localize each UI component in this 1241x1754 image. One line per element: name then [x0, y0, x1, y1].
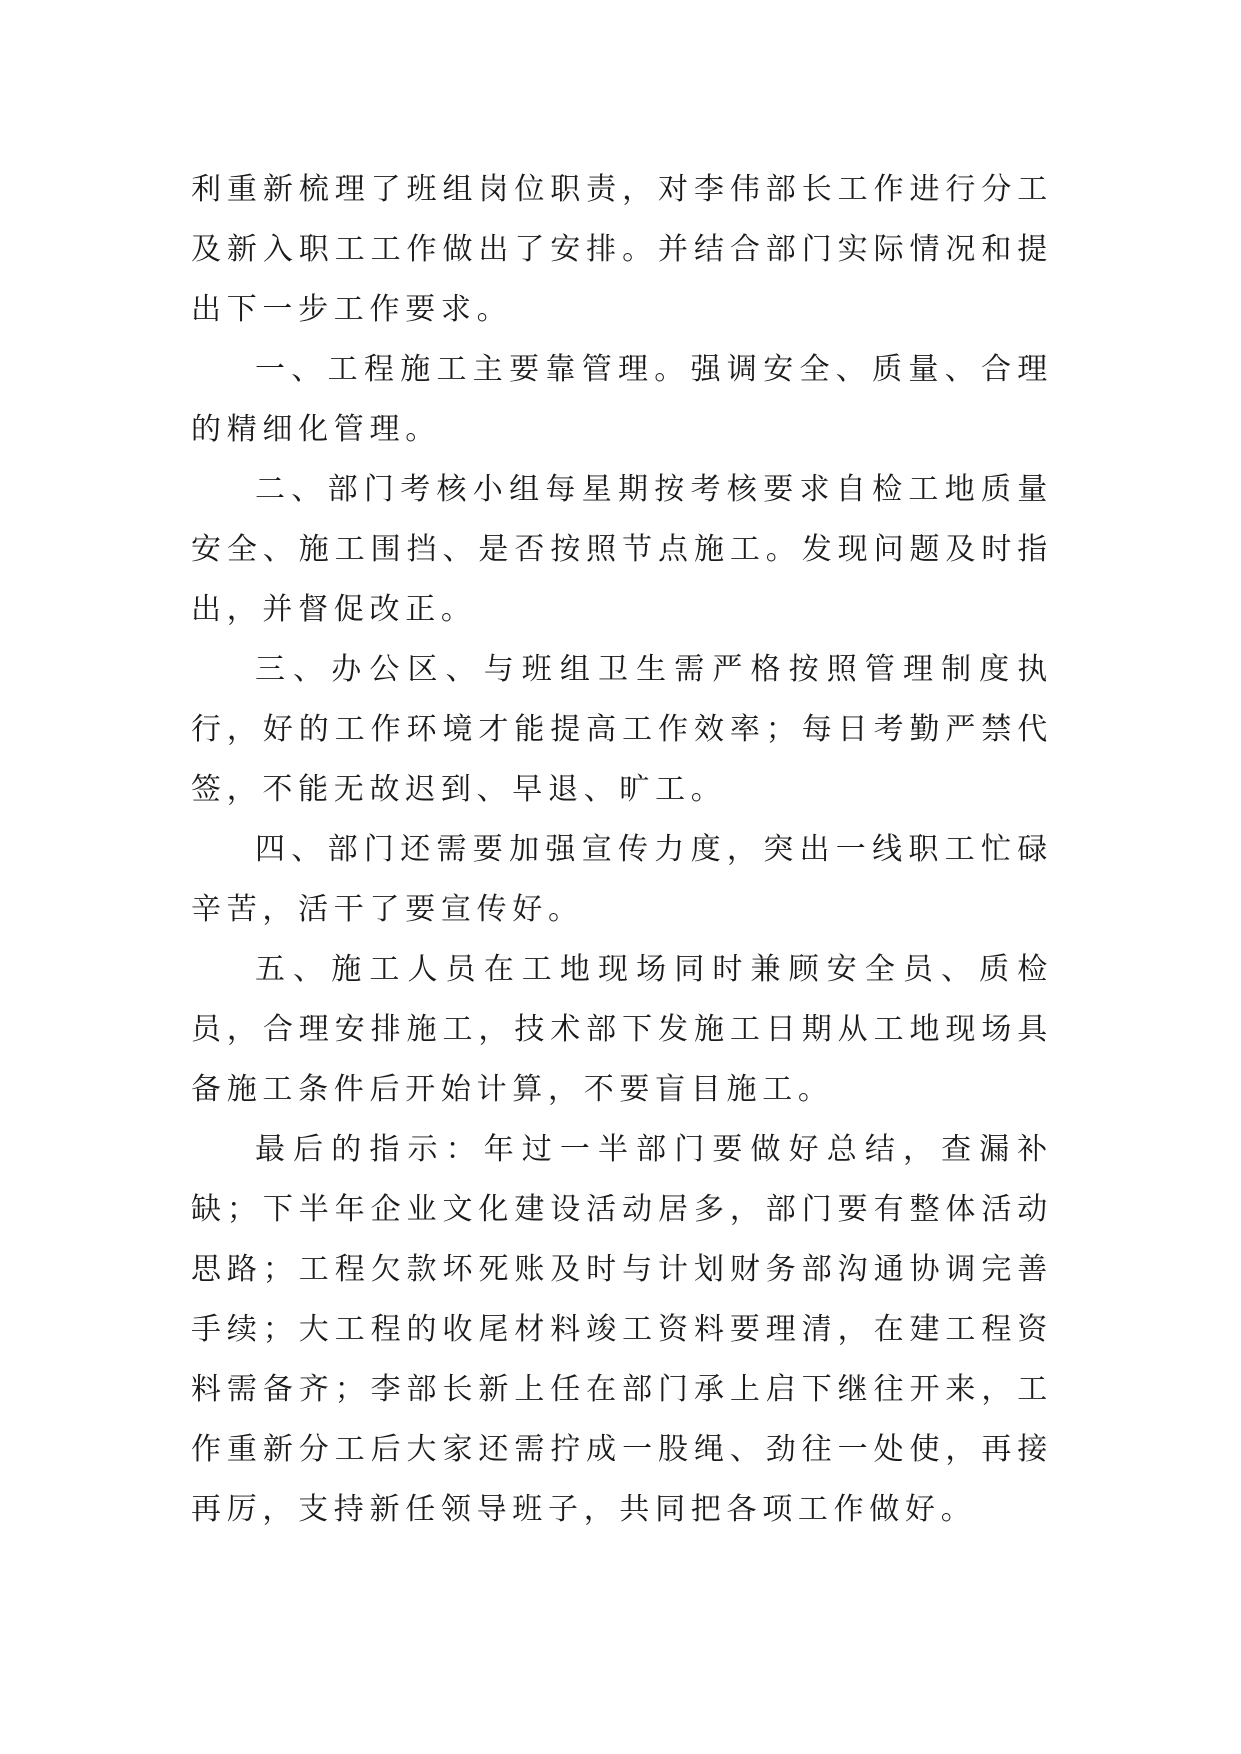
paragraph-continuation: 利重新梳理了班组岗位职责，对李伟部长工作进行分工及新入职工工作做出了安排。并结合部门实际情况和提出下一步工作要求。 [191, 172, 1053, 327]
paragraph-item-1: 一、工程施工主要靠管理。强调安全、质量、合理的精细化管理。 [191, 352, 1053, 447]
paragraph-item-4: 四、部门还需要加强宣传力度，突出一线职工忙碌辛苦，活干了要宣传好。 [191, 832, 1053, 927]
paragraph-item-3: 三、办公区、与班组卫生需严格按照管理制度执行，好的工作环境才能提高工作效率；每日考勤严禁代签，不能无故迟到、早退、旷工。 [191, 652, 1053, 807]
paragraph-final-instructions: 最后的指示：年过一半部门要做好总结，查漏补缺；下半年企业文化建设活动居多，部门要有整体活动思路；工程欠款坏死账及时与计划财务部沟通协调完善手续；大工程的收尾材料竣工资料要理清，在建工程资料需备齐；李部长新上任在部门承上启下继往开来，工作重新分工后大家还需拧成一股绳、劲往一处使，再接再厉，支持新任领导班子，共同把各项工作做好。 [191, 1132, 1053, 1527]
document-body [191, 160, 1053, 1540]
paragraph-item-2: 二、部门考核小组每星期按考核要求自检工地质量安全、施工围挡、是否按照节点施工。发现问题及时指出，并督促改正。 [191, 472, 1053, 627]
paragraph-item-5: 五、施工人员在工地现场同时兼顾安全员、质检员，合理安排施工，技术部下发施工日期从工地现场具备施工条件后开始计算，不要盲目施工。 [191, 952, 1053, 1107]
